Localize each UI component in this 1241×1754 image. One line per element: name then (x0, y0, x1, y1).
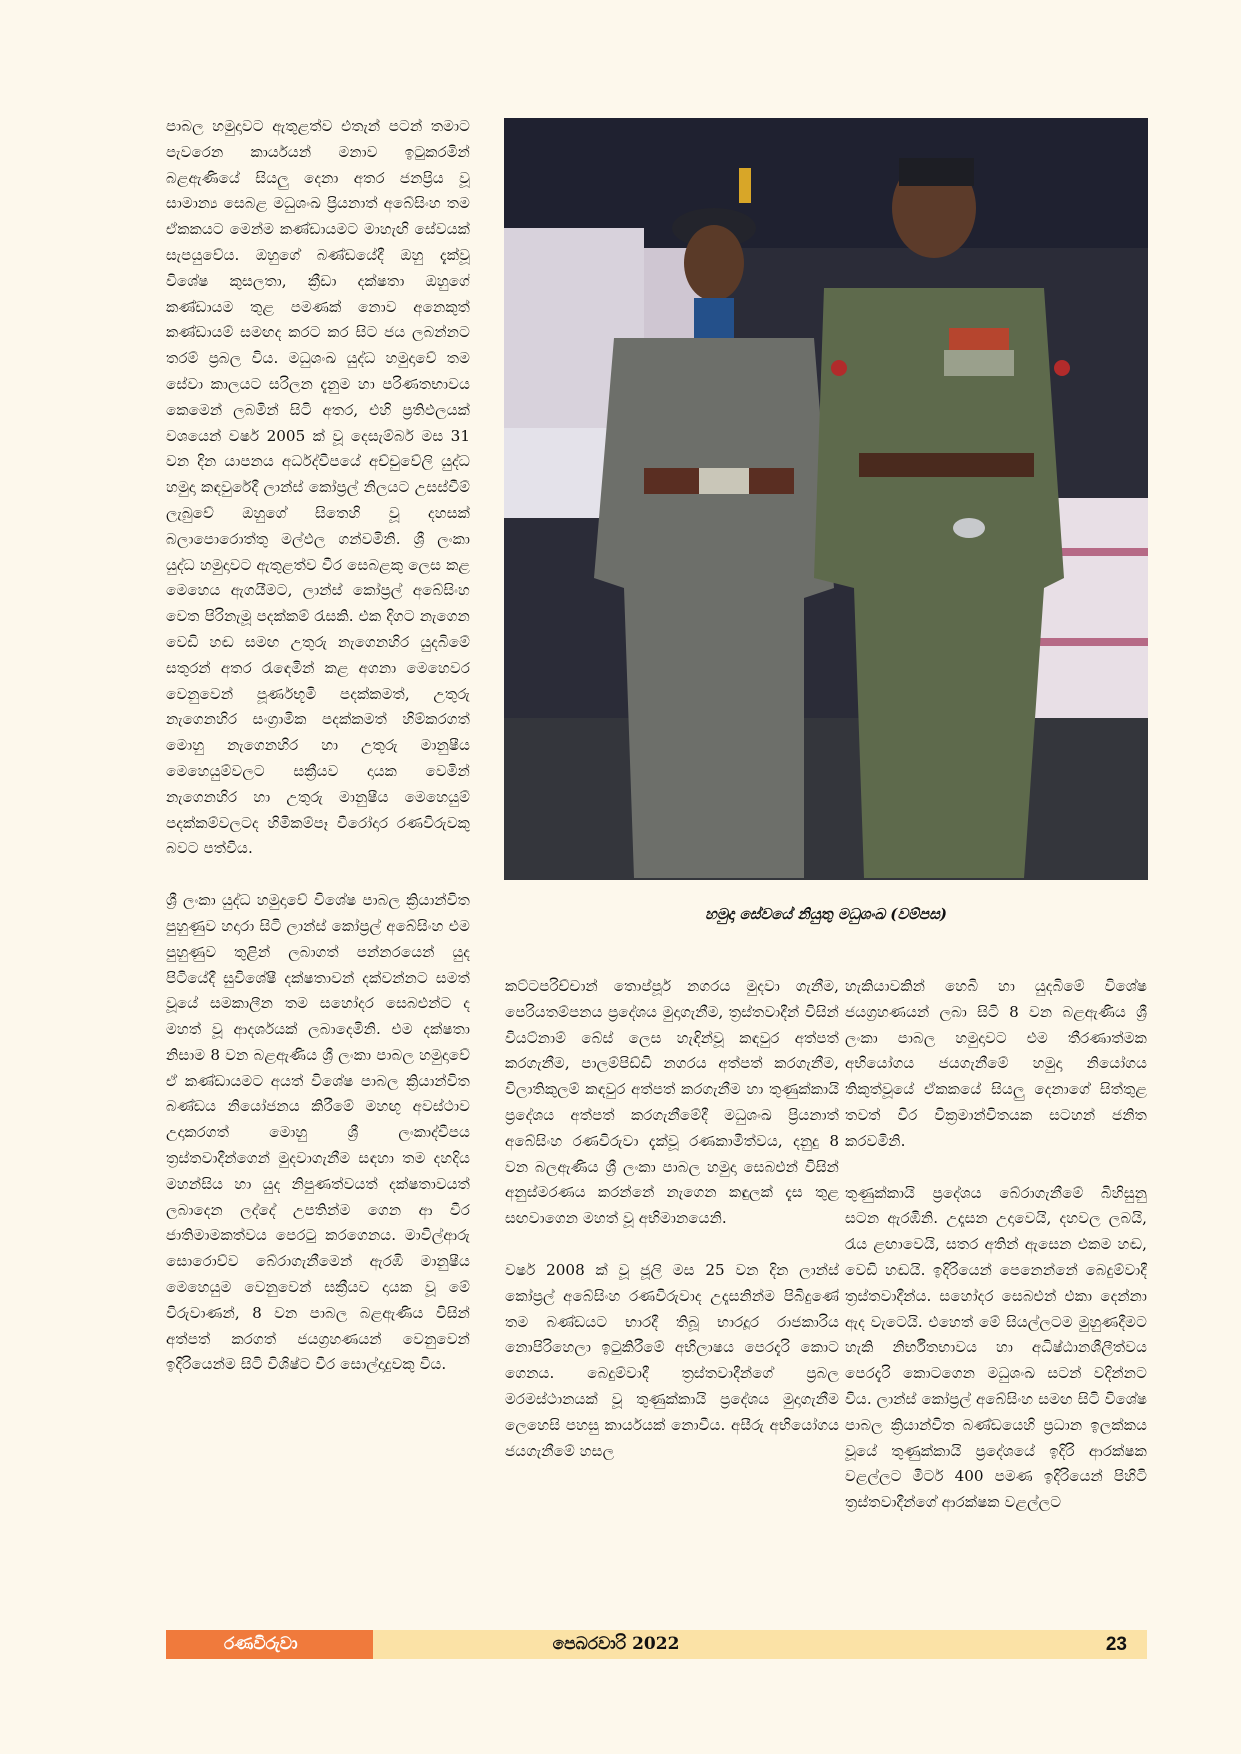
article-column-right (845, 974, 1147, 1608)
photo-caption: හමුදා සේවයේ නියුතු මධුශංඛ (වම්පස) (705, 905, 947, 923)
paragraph: ශ්‍රී ලංකා යුද්ධ හමුදාවේ විශේෂ පාබල ක්‍රියාන්විත පුහුණුව හදාරා සිටි ලාන්ස් කෝප්‍රල් අබේසිංහ එම පුහුණුව තුළින් ලබාගත් පන්නරයෙන් යුද පිටියේදී සුවිශේෂී දක්ෂතාවන් දක්වන්නට සමත් වූයේ සමකාලීන තම සහෝදර සෙබළුන්ට ද මහත් වූ ආදර්ශයක් ලබාදෙමිනි. එම දක්ෂතා නිසාම 8 වන බළඇණිය ශ්‍රී ලංකා පාබල හමුදාවේ ඒ කණ්ඩායමට අයත් විශේෂ පාබල ක්‍රියාන්විත බණ්ඩය නියෝජනය කිරීමේ මහඟු අවස්ථාව උදාකරගත් මොහු ශ්‍රී ලංකාද්වීපය ත්‍රස්තවාදීන්ගෙන් මුදවාගැනීම සඳහා තම දහදිය මහන්සිය හා යුද නිපුණත්වයත් දක්ෂතාවයත් ලබාදෙන ලද්දේ උපතින්ම ගෙන ආ වීර ජාතිමාමකත්වය පෙරටු කරගෙනය. මාවිල්ආරු සොරොව්ව බේරාගැනීමෙන් ඇරඹි මානුෂීය මෙහෙයුම වෙනුවෙන් සක්‍රීයව දායක වූ මේ විරුවාණන්, 8 වන පාබල බළඇණිය විසින් අත්පත් කරගත් ජයග්‍රහණයන් වෙනුවෙන් ඉදිරියෙන්ම සිටි විශිෂ්ට වීර සොල්දාදුවකු විය. (166, 891, 470, 1374)
article-photo (504, 118, 1148, 880)
article-column-left (166, 114, 470, 1608)
page-footer (166, 1630, 1147, 1659)
paragraph: පාබල හමුදාවට ඇතුළත්ව එතැන් පටන් තමාට පැවරෙන කාර්යයන් මනාව ඉටුකරමින් බළඇණියේ සියලු දෙනා අතර ජනප්‍රිය වූ සාමාන්‍ය සෙබළ මධුශංඛ ප්‍රියනාත් අබේසිංහ තම ඒකකයට මෙන්ම කණ්ඩායමට මාහැඟි සේවයක් සැපයුවේය. ඔහුගේ බණ්ඩයේදී ඔහු දැක්වූ විශේෂ කුසලතා, ක්‍රීඩා දක්ෂතා ඔහුගේ කණ්ඩායම තුළ පමණක් නොව අනෙකුත් කණ්ඩායම් සමඟද කරට කර සිට ජය ලබන්නට තරම් ප්‍රබල විය. මධුශංඛ යුද්ධ හමුදාවේ තම සේවා කාලයට සරිලන දැනුම හා පරිණතභාවය කෙමෙන් ලබමින් සිටි අතර, එහි ප්‍රතිඵලයක් වශයෙන් වර්ෂ 2005 ක් වූ දෙසැම්බර් මස 31 වන දින යාපනය අර්ධද්වීපයේ අච්චුවේලි යුද්ධ හමුදා කඳවුරේදී ලාන්ස් කෝප්‍රල් නිලයට උසස්වීම් ලැබුවේ ඔහුගේ සිතෙහි වූ දහසක් බලාපොරොත්තු මල්ඵල ගන්වමිනි. ශ්‍රී ලංකා යුද්ධ හමුදාවට ඇතුළත්ව වීර සෙබළකු ලෙස කළ මෙහෙය ඇගයීමට, ලාන්ස් කෝප්‍රල් අබේසිංහ වෙත පිරිනැමූ පදක්කම් රැසකි. එක දිගට නැගෙන වෙඩි හඬ සමඟ උතුරු නැගෙනහිර යුදබිමේ සතුරන් අතර රැඳෙමින් කළ අගනා මෙහෙවර වෙනුවෙන් පූර්ණභූමි පදක්කමත්, උතුරු නැගෙනහිර සංග්‍රාමික පදක්කමත් හිම්කරගත් මොහු නැගෙනහිර හා උතුරු මානුෂීය මෙහෙයුම්වලට සක්‍රීයව දායක වෙමින් නැගෙනහිර හා උතුරු මානුෂීය මෙහෙයුම් පදක්කම්වලටද හිමිකම්පෑ වීරෝදාර රණවිරුවකු බවට පත්විය. (166, 117, 470, 858)
paragraph: කට්ටපරිච්චාන් තොප්පූර් නගරය මුදවා ගැනීම, පෙරියතම්පනය ප්‍රදේශය මුදාගැනීම, ත්‍රස්තවාදීන් විසින් වියට්නාම් බේස් ලෙස හැඳින්වූ කඳවුර අත්පත් කරගැනීම, පාලම්පිඩ්ඩි නගරය අත්පත් කරගැනීම, විලාතිකුලම් කඳවුර අත්පත් කරගැනීම හා තුණුක්කායි ප්‍රදේශය අත්පත් කරගැනීමේදී මධුශංඛ ප්‍රියනාත් අබේසිංහ රණවිරුවා දැක්වූ රණකාමීත්වය, දනුදු 8 වන බලඇණිය ශ්‍රී ලංකා පාබල හමුදා සෙබළුන් විසින් අනුස්මරණය කරන්නේ නැගෙන කඳුලක් දැස තුළ සඟවාගෙන මහත් වූ අභිමානයෙනි. (505, 977, 839, 1228)
footer-date: පෙබරවාරි 2022 (552, 1634, 680, 1654)
paragraph: වර්ෂ 2008 ක් වූ ජූලි මස 25 වන දින ලාන්ස් කෝප්‍රල් අබේසිංහ රණවිරුවාද උදෑසනින්ම පිබිදුණේ තම බණ්ඩයට භාරදී තිබූ භාරදූර රාජකාරිය නොපිරිහෙලා ඉටුකිරීමේ අභිලාෂය පෙරදැරි කොට ගෙනය. බෙදුම්වාදී ත්‍රස්තවාදීන්ගේ ප්‍රබල මරමස්ථානයක් වූ තුණුක්කායි ප්‍රදේශය මුදාගැනීම ලෙහෙසි පහසු කාර්යයක් නොවීය. අසීරු අභියෝගය ජයගැනීමේ හසල (505, 1260, 839, 1460)
page-number: 23 (1105, 1634, 1127, 1655)
footer-brand: රණවිරුවා (166, 1630, 373, 1659)
paragraph: හැකියාවකින් හෙබි හා යුදබිමේ විශේෂ ජයග්‍රහණයන් ලබා සිටි 8 වන බළඇණිය ශ්‍රී ලංකා පාබල හමුදාවට එම තීරණාත්මක අභියෝගය ජයගැනීමේ හමුදා නියෝගය තිකුත්වූයේ ඒකකයේ සියලු දෙනාගේ සිත්තුළ තවත් වීර වික්‍රමාන්විතයක සටහන් ජනිත කරවමිනි. (845, 977, 1147, 1150)
article-column-middle (505, 974, 839, 1608)
paragraph: තුණුක්කායි ප්‍රදේශය බේරාගැනීමේ බිහිසුනු සටන ඇරඹිනි. උදෑසන උදාවෙයි, දහවල ලබයි, රැය ළඟාවෙයි, සතර අතින් ඇසෙන එකම හඬ, වෙඩි හඬයි. ඉදිරියෙන් පෙනෙන්නේ බෙදුම්වාදී ත්‍රස්තවාදීන්ය. සහෝදර සෙබළුන් එකා දෙන්නා ඇද වැටෙයි. එහෙත් මේ සියල්ලටම මුහුණදීමට හැකි නිර්භීතභාවය හා අධිෂ්ඨානශීලීත්වය පෙරදැරි කොටගෙන මධුශංඛ සටන් වදින්නට විය. ලාන්ස් කෝප්‍රල් අබේසිංහ සමඟ සිටි විශේෂ පාබල ක්‍රියාන්විත බණ්ඩයෙහි ප්‍රධාන ඉලක්කය වූයේ තුණුක්කායි ප්‍රදේශයේ ඉදිරි ආරක්ෂක වළල්ලට මීටර් 400 පමණ ඉදිරියෙන් පිහිටි ත්‍රස්තවාදීන්ගේ ආරක්ෂක වළල්ලට (845, 1183, 1147, 1512)
